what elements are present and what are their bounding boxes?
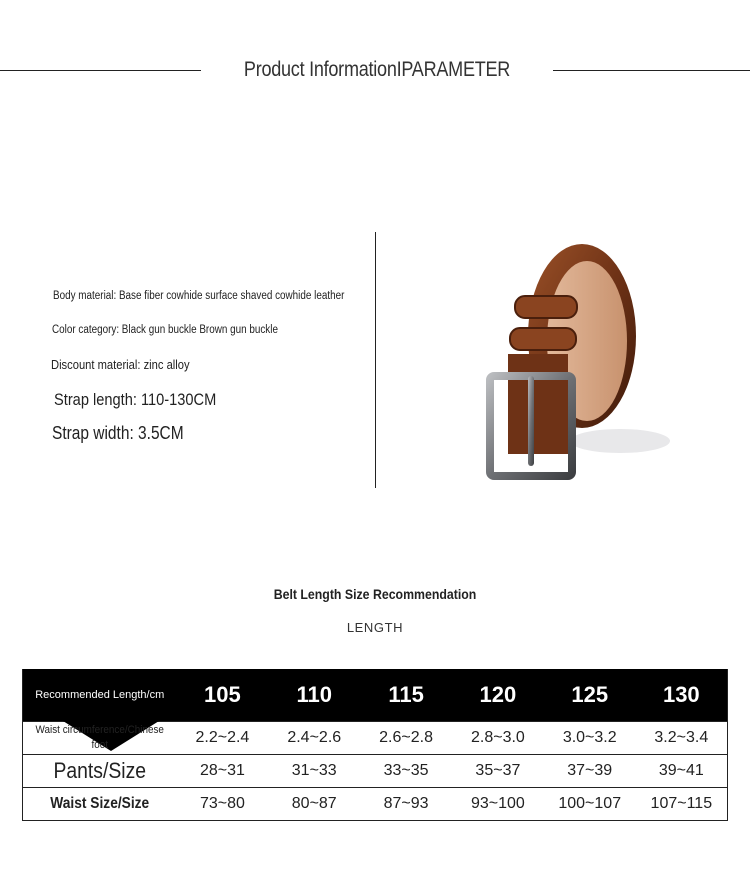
- table-cell: 39~41: [636, 754, 728, 787]
- table-cell: 28~31: [177, 754, 269, 787]
- row-label-pants-size: [23, 754, 177, 787]
- table-row: [23, 721, 728, 754]
- length-105: 105: [177, 669, 269, 721]
- recommendation-title: Belt Length Size Recommendation: [273, 586, 477, 602]
- title-rule-left: [0, 70, 201, 71]
- length-125: 125: [544, 669, 636, 721]
- table-cell: 93~100: [452, 787, 544, 820]
- row-label-waist-circumference: [23, 721, 177, 754]
- table-cell: 2.6~2.8: [360, 721, 452, 754]
- table-cell: 2.2~2.4: [177, 721, 269, 754]
- spec-color-category: Color category: Black gun buckle Brown gun buckle: [52, 324, 278, 336]
- table-cell: 73~80: [177, 787, 269, 820]
- table-row: [23, 754, 728, 787]
- table-cell: 107~115: [636, 787, 728, 820]
- table-cell: 3.2~3.4: [636, 721, 728, 754]
- table-cell: 80~87: [268, 787, 360, 820]
- row-label-text: Pants/Size: [53, 757, 147, 783]
- spec-strap-length: Strap length: 110-130CM: [54, 390, 217, 409]
- spec-body-material: Body material: Base fiber cowhide surface shaved cowhide leather: [53, 290, 345, 302]
- table-cell: 3.0~3.2: [544, 721, 636, 754]
- length-110: 110: [268, 669, 360, 721]
- vertical-divider: [375, 232, 376, 488]
- table-cell: 2.4~2.6: [268, 721, 360, 754]
- title-rule-right: [553, 70, 750, 71]
- length-label: LENGTH: [346, 620, 404, 635]
- table-header-row: [23, 669, 728, 721]
- length-130: 130: [636, 669, 728, 721]
- table-cell: 2.8~3.0: [452, 721, 544, 754]
- table-cell: 100~107: [544, 787, 636, 820]
- table-row: [23, 787, 728, 820]
- table-cell: 31~33: [268, 754, 360, 787]
- length-120: 120: [452, 669, 544, 721]
- row-label-waist-size: [23, 787, 177, 820]
- row-label-text: Waist Size/Size: [50, 794, 150, 812]
- spec-discount-material: Discount material: zinc alloy: [51, 357, 190, 372]
- header-label: Recommended Length/cm: [23, 669, 177, 721]
- page-title: Product InformationIPARAMETER: [243, 58, 511, 81]
- table-cell: 37~39: [544, 754, 636, 787]
- belt-product-image: [470, 236, 680, 486]
- table-cell: 87~93: [360, 787, 452, 820]
- row-label-text: Waist circumference/Chinese foot: [35, 723, 164, 751]
- size-table: [22, 669, 728, 821]
- length-115: 115: [360, 669, 452, 721]
- spec-strap-width: Strap width: 3.5CM: [52, 423, 184, 443]
- table-cell: 35~37: [452, 754, 544, 787]
- table-cell: 33~35: [360, 754, 452, 787]
